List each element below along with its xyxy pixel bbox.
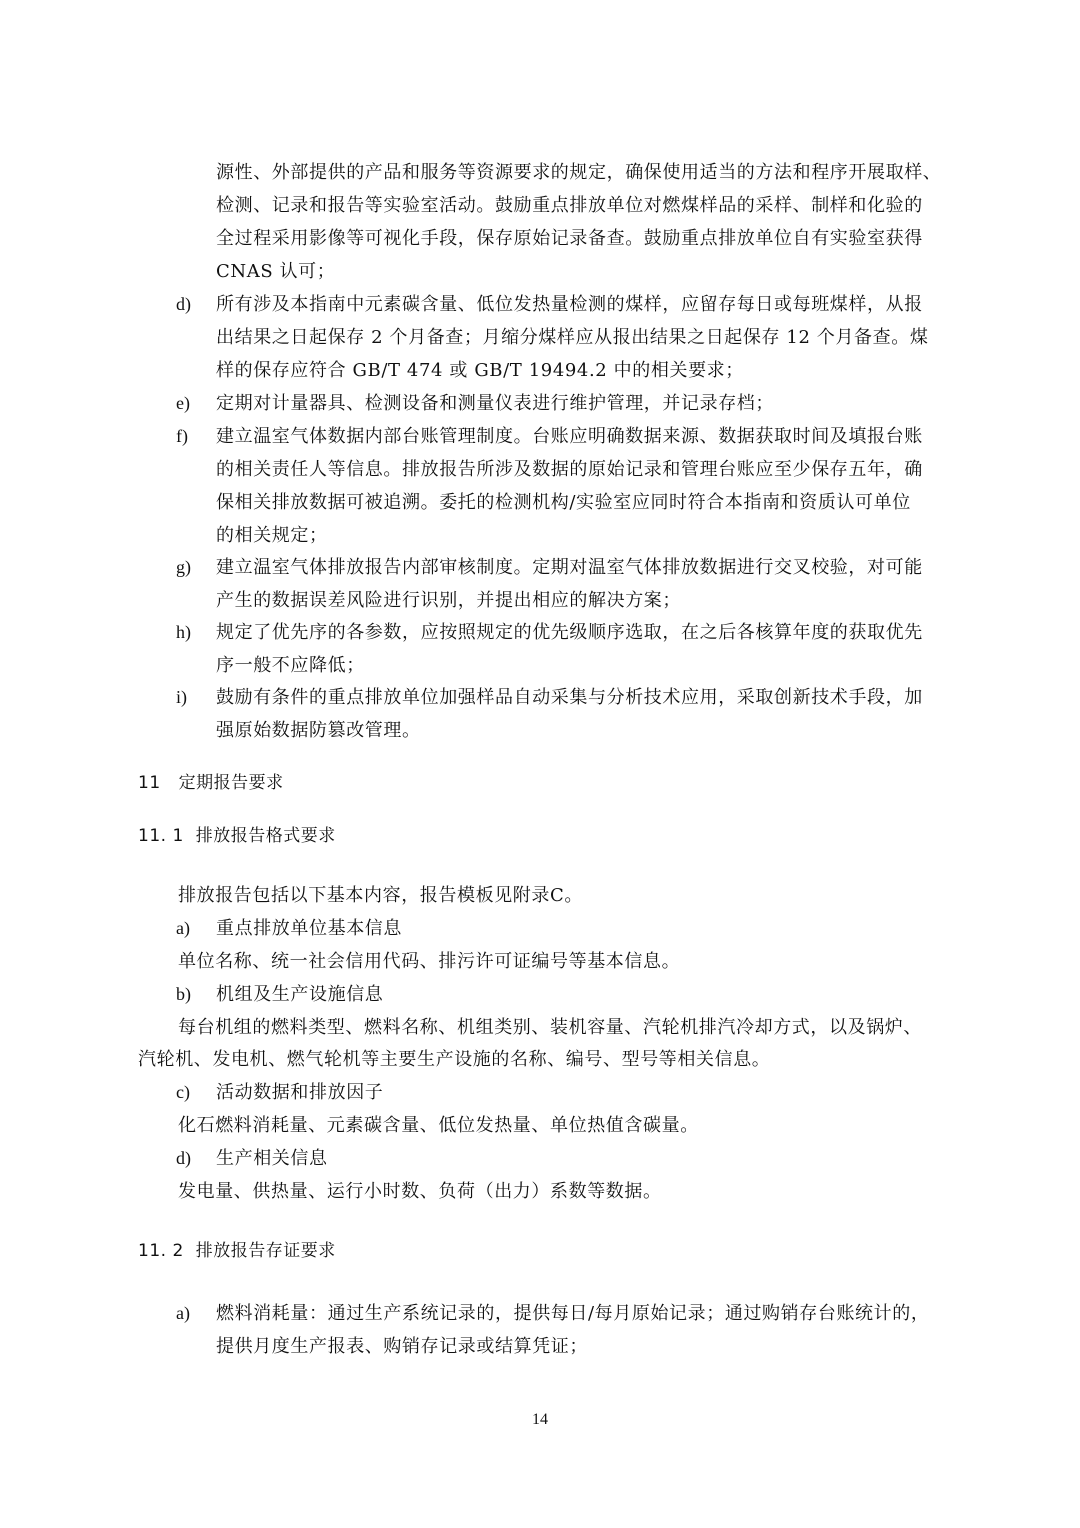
entry-description: 每台机组的燃料类型、燃料名称、机组类别、装机容量、汽轮机排汽冷却方式，以及锅炉、: [178, 1017, 922, 1038]
text-line: 所有涉及本指南中元素碳含量、低位发热量检测的煤样，应留存每日或每班煤样，从报: [216, 294, 923, 315]
list-marker: b): [176, 984, 191, 1004]
list-marker: e): [176, 393, 190, 413]
text-line: 出结果之日起保存 2 个月备查；月缩分煤样应从报出结果之日起保存 12 个月备查。煤: [216, 327, 929, 348]
text-line: 燃料消耗量：通过生产系统记录的，提供每日/每月原始记录；通过购销存台账统计的，: [216, 1303, 930, 1324]
section-title: 定期报告要求: [178, 773, 284, 793]
text-line: 规定了优先序的各参数，应按照规定的优先级顺序选取，在之后各核算年度的获取优先: [216, 622, 923, 643]
list-marker: a): [176, 918, 190, 938]
list-marker: i): [176, 687, 187, 707]
text-line: 全过程采用影像等可视化手段，保存原始记录备查。鼓励重点排放单位自有实验室获得: [216, 228, 923, 249]
section-title: 排放报告格式要求: [195, 826, 336, 846]
entry-description: 发电量、供热量、运行小时数、负荷（出力）系数等数据。: [178, 1181, 662, 1202]
text-line: CNAS 认可；: [216, 261, 336, 282]
list-marker: d): [176, 1148, 191, 1168]
entry-description: 单位名称、统一社会信用代码、排污许可证编号等基本信息。: [178, 951, 681, 972]
text-line: 保相关排放数据可被追溯。委托的检测机构/实验室应同时符合本指南和资质认可单位: [216, 492, 911, 513]
list-marker: h): [176, 622, 191, 642]
section-heading-11: [138, 768, 284, 798]
text-line: 的相关责任人等信息。排放报告所涉及数据的原始记录和管理台账应至少保存五年，确: [216, 459, 923, 480]
entry-description: 化石燃料消耗量、元素碳含量、低位发热量、单位热值含碳量。: [178, 1115, 699, 1136]
entry-label: 活动数据和排放因子: [216, 1082, 384, 1103]
section-number: 11: [138, 773, 161, 793]
page-number: 14: [532, 1411, 548, 1428]
text-line: 序一般不应降低；: [216, 655, 365, 676]
list-marker: g): [176, 557, 191, 577]
text-line: 建立温室气体数据内部台账管理制度。台账应明确数据来源、数据获取时间及填报台账: [216, 426, 923, 447]
text-line: 建立温室气体排放报告内部审核制度。定期对温室气体排放数据进行交叉校验，对可能: [216, 557, 923, 578]
text-line: 检测、记录和报告等实验室活动。鼓励重点排放单位对燃煤样品的采样、制样和化验的: [216, 195, 923, 216]
list-marker: c): [176, 1082, 190, 1102]
text-line: 定期对计量器具、检测设备和测量仪表进行维护管理，并记录存档；: [216, 393, 774, 414]
entry-label: 重点排放单位基本信息: [216, 918, 402, 939]
section-number: 11. 1: [138, 826, 184, 846]
section-heading-11-1: [138, 821, 336, 851]
text-line: 产生的数据误差风险进行识别，并提出相应的解决方案；: [216, 590, 681, 611]
section-number: 11. 2: [138, 1241, 184, 1261]
text-line: 源性、外部提供的产品和服务等资源要求的规定，确保使用适当的方法和程序开展取样、: [216, 162, 942, 183]
text-line: 鼓励有条件的重点排放单位加强样品自动采集与分析技术应用，采取创新技术手段，加: [216, 687, 923, 708]
text-line: 的相关规定；: [216, 525, 328, 546]
entry-description: 汽轮机、发电机、燃气轮机等主要生产设施的名称、编号、型号等相关信息。: [138, 1049, 771, 1070]
text-line: 提供月度生产报表、购销存记录或结算凭证；: [216, 1336, 588, 1357]
section-title: 排放报告存证要求: [195, 1241, 336, 1261]
list-marker: d): [176, 294, 191, 314]
list-marker: f): [176, 426, 188, 446]
entry-label: 机组及生产设施信息: [216, 984, 384, 1005]
intro-paragraph: 排放报告包括以下基本内容，报告模板见附录C。: [178, 885, 583, 906]
list-marker: a): [176, 1303, 190, 1323]
text-line: 强原始数据防篡改管理。: [216, 720, 421, 741]
entry-label: 生产相关信息: [216, 1148, 328, 1169]
section-heading-11-2: [138, 1236, 336, 1266]
text-line: 样的保存应符合 GB/T 474 或 GB/T 19494.2 中的相关要求；: [216, 360, 744, 381]
